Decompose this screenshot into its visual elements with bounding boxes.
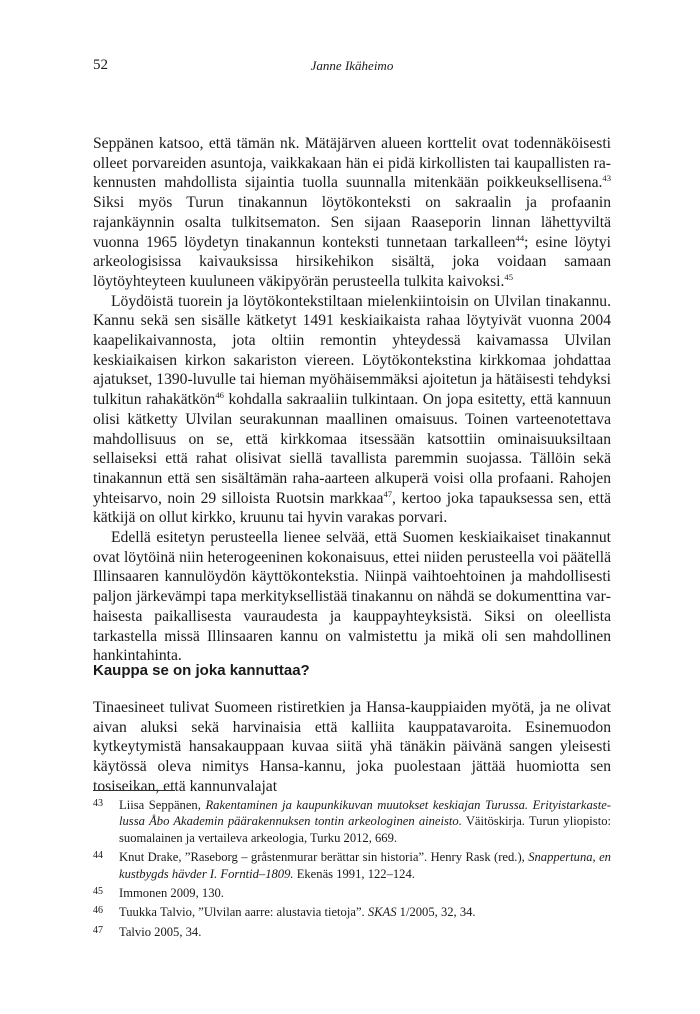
footnote-number: 44 <box>93 850 103 862</box>
footnote-ref-46[interactable]: 46 <box>215 389 224 400</box>
page-number: 52 <box>93 57 108 73</box>
footnotes <box>93 797 611 943</box>
paragraph-3: Edellä esitetyn perusteella lienee selvää, että Suomen keskiaikaiset tinakannut ovat löytöinä niin heterogeeninen kokonaisuus, ettei niiden perusteella voi päätellä Illinsaaren kannulöydön käyttökontekstia. Niinpä vaihtoehtoinen ja mahdollisesti paljon järkevämpi tapa merkityksellistää tinakannu on nähdä se dokumenttina varhaisesta paikallisesta vauraudesta ja kauppayhteyksistä. Siksi on oleellista tarkastella missä Illinsaaren kannu on valmistettu ja mikä oli sen mahdollinen hankintahinta. <box>93 529 611 665</box>
paragraph-2: Löydöistä tuorein ja löytökontekstiltaan mielenkiintoisin on Ulvilan tinakannu. Kannu sekä sen sisälle kätketyt 1491 keskiaikaista rahaa löytyivät vuonna 2004 kaapelikaivannosta, jota oltiin remontin yhteydessä kaivamassa Ulvilan keskiaikaisen kirkon sakariston viereen. Löytökontekstina kirkkomaa johdattaa ajatukset, 1390-luvulle tai hieman myöhäisemmäksi ajoitetun ja hätäisesti tehdyksi tulkitun rahakätkön$^{46}$ kohdalla sakraaliin tulkintaan. On jopa esitetty, että kannuun olisi kätketty Ulvilan seurakunnan maallinen omaisuus. Toinen varteenotettava mahdollisuus on se, että kirkkomaa itsessään katsottiin ominaisuuksiltaan sellaiseksi että rahat olisivat siellä tavallista paremmin suojassa. Tällöin sekä tinakannun että sen sisältämän raha-aarteen alkuperä voisi olla profaani. Rahojen yhteisarvo, noin 29 silloista Ruotsin markkaa$^{47}$, kertoo joka tapauksessa sen, että kätkijä on ollut kirkko, kruunu tai hyvin varakas porvari. <box>93 292 611 527</box>
footnote <box>93 924 611 940</box>
footnote-number: 47 <box>93 924 103 936</box>
footnote-divider <box>93 790 175 791</box>
body-text <box>93 134 611 666</box>
footnote-number: 43 <box>93 798 103 809</box>
footnote-ref-43[interactable]: 43 <box>602 173 611 184</box>
paragraph-4: Tinaesineet tulivat Suomeen ristiretkien ja Hansa-kauppiaiden myötä, ja ne olivat aivan aluksi sekä harvinaisia että kalliita kauppatavaroita. Esinemuodon kytkeytymistä hansakauppaan kuvaa siitä yhä tänäkin päivänä sangen yleisesti käytössä oleva nimitys Hansa-kannu, joka puolestaan jättää huomiotta sen tosiseikan, että kannunvalajat <box>93 699 611 795</box>
footnote <box>93 797 611 846</box>
footnote-text: Talvio 2005, 34. <box>119 924 202 939</box>
footnote-ref-44[interactable]: 44 <box>515 232 525 243</box>
running-head: Janne Ikäheimo <box>310 58 394 73</box>
footnote-number: 45 <box>93 886 103 898</box>
footnote-number: 46 <box>93 905 103 917</box>
footnote-text: Knut Drake, ”Raseborg – gråstenmurar berättar sin historia”. Henry Rask (red.), Snappertuna, en kustbygds hävder I. Forntid–1809. Ekenäs 1991, 122–124. <box>119 850 611 881</box>
footnote <box>93 885 611 901</box>
footnote-text: Tuukka Talvio, ”Ulvilan aarre: alustavia tietoja”. SKAS 1/2005, 32, 34. <box>119 905 476 920</box>
page-header <box>93 57 611 77</box>
section-text <box>93 698 611 797</box>
footnote-ref-47[interactable]: 47 <box>383 488 393 499</box>
paragraph-1: Seppänen katsoo, että tämän nk. Mätäjärven alueen korttelit ovat todennäköisesti olleet porvareiden asuntoja, vaikkakaan hän ei pidä kirkollisten tai kaupallisten rakennusten mahdollista sijaintia tuolla suunnalla mitenkään poikkeuksellisena.$^{43}$ Siksi myös Turun tinakannun löytökonteksti on sakraalin ja profaanin rajankäynnin osalta tulkitsematon. Sen sijaan Raaseporin linnan lähettyviltä vuonna 1965 löydetyn tinakannun konteksti tunnetaan tarkalleen$^{44}$; esine löytyi arkeologisissa kaivauksissa hirsikehikon sisältä, joka voidaan samaan löytöyhteyteen kuuluneen väkipyörän perusteella tulkita kaivoksi.$^{45}$ <box>93 135 611 290</box>
footnote <box>93 849 611 882</box>
section-heading: Kauppa se on joka kannuttaa? <box>93 662 310 679</box>
footnote <box>93 904 611 920</box>
footnote-ref-45[interactable]: 45 <box>504 271 513 282</box>
footnote-text: Liisa Seppänen, Rakentaminen ja kaupunkikuvan muutokset keskiajan Turussa. Erityistarkastelussa Åbo Akademin päärakennuksen tontin arkeologinen aineisto. Väitöskirja. Turun yliopisto: suomalainen ja vertaileva arkeologia, Turku 2012, 669. <box>119 798 611 845</box>
footnote-text: Immonen 2009, 130. <box>119 886 224 901</box>
